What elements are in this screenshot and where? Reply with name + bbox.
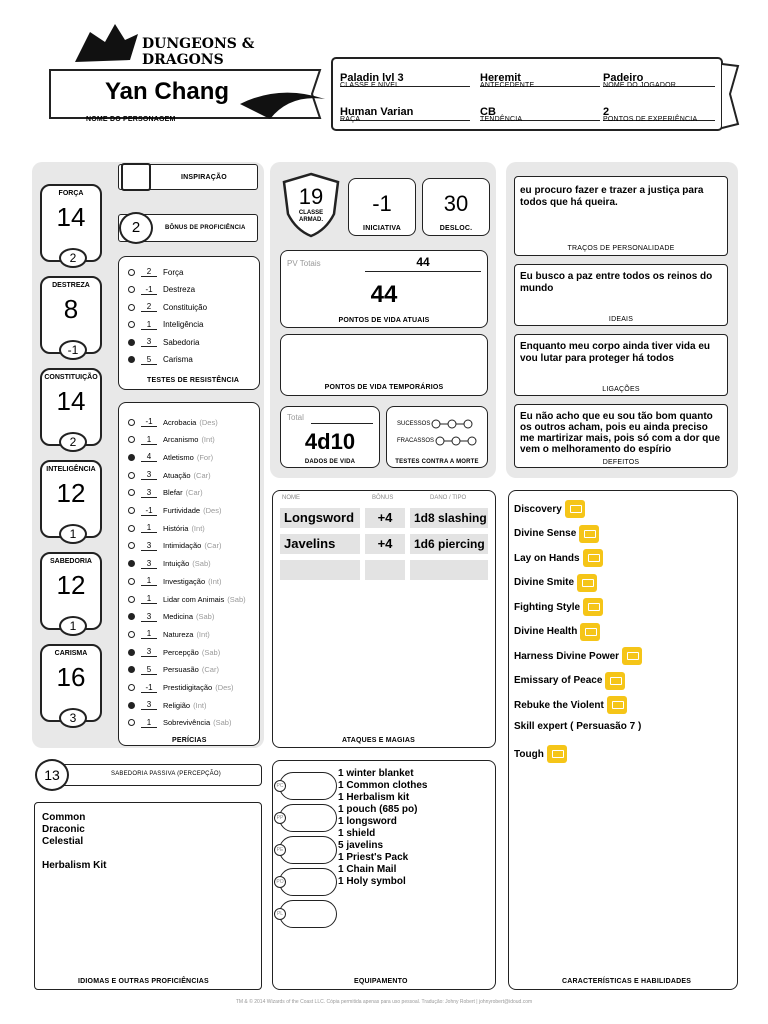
skill-row[interactable] (128, 487, 203, 499)
proficiency-box (118, 214, 258, 242)
skill-value[interactable]: 1 (141, 435, 157, 445)
proficiency-dot[interactable] (128, 507, 135, 514)
comment-icon[interactable] (583, 598, 603, 616)
skill-row[interactable] (128, 540, 221, 552)
flaws-text: Eu não acho que eu sou tão bom quanto os outros acham, pois eu ainda preciso me martirizar mais, pois só com a dor que vem o melhoramento do espírio (520, 411, 721, 455)
feature-name: Lay on Hands (514, 552, 580, 564)
equipment-label: EQUIPAMENTO (354, 978, 408, 985)
attack-damage[interactable]: 1d6 piercing (410, 534, 488, 554)
race[interactable]: Human Varian (340, 106, 414, 118)
feature-item (514, 647, 642, 665)
skill-value[interactable]: 3 (141, 647, 157, 657)
saving-throw-name: Inteligência (163, 320, 204, 329)
feature-name: Rebuke the Violent (514, 699, 604, 711)
proficiency-dot[interactable] (128, 613, 135, 620)
inspiration-label: INSPIRAÇÃO (181, 174, 227, 181)
proficiency-dot[interactable] (128, 666, 135, 673)
skill-attribute: (Sab) (227, 594, 246, 604)
bonds-label: LIGAÇÕES (602, 386, 640, 393)
proficiency-dot[interactable] (128, 419, 135, 426)
feature-item (514, 500, 585, 518)
proficiency-dot[interactable] (128, 339, 135, 346)
name-scroll (40, 64, 330, 124)
saving-throw-value[interactable]: 1 (141, 320, 157, 330)
feature-name: Harness Divine Power (514, 650, 620, 662)
attack-name[interactable]: Javelins (280, 534, 360, 554)
language-line: Common (42, 812, 86, 823)
skill-row[interactable] (128, 699, 206, 711)
skill-name: Lidar com Animais (163, 594, 225, 604)
saving-throw-row[interactable] (128, 354, 193, 366)
equipment-item: 1 longsword (338, 816, 397, 827)
coin-po[interactable] (276, 868, 337, 896)
skill-attribute: (Int) (201, 435, 215, 445)
skill-name: Blefar (163, 488, 183, 498)
equipment-item: 1 Herbalism kit (338, 792, 410, 803)
skill-value[interactable]: 3 (141, 700, 157, 710)
skill-attribute: (Sab) (201, 647, 221, 657)
ideals-label: IDEAIS (608, 316, 634, 323)
personality-box[interactable] (514, 176, 728, 256)
skill-attribute: (Car) (185, 488, 203, 498)
logo-text: DUNGEONS & DRAGONS (142, 36, 255, 68)
proficiency-dot[interactable] (128, 472, 135, 479)
saving-throw-value[interactable]: 2 (141, 267, 157, 277)
skill-value[interactable]: -1 (141, 683, 157, 693)
hit-points-box (280, 250, 488, 328)
passive-perception-value[interactable]: 13 (35, 759, 69, 791)
skill-name: Atuação (163, 470, 191, 480)
bonds-text: Enquanto meu corpo ainda tiver vida eu vou lutar para proteger há todos (520, 341, 711, 364)
feature-item (514, 549, 603, 567)
skill-attribute: (Int) (193, 700, 207, 710)
skill-row[interactable] (128, 451, 213, 463)
proficiency-dot[interactable] (128, 525, 135, 532)
comment-icon[interactable] (579, 525, 599, 543)
coin-label: PE (274, 844, 286, 856)
feature-item (514, 598, 603, 616)
attack-row-empty[interactable] (280, 560, 360, 580)
proficiency-dot[interactable] (128, 702, 135, 709)
skill-name: Percepção (163, 647, 199, 657)
coin-label: PC (274, 780, 286, 792)
skill-name: Intuição (163, 559, 190, 569)
skill-name: Atletismo (163, 452, 194, 462)
experience-label: PONTOS DE EXPERIÊNCIA (603, 116, 698, 123)
hp-total-value[interactable]: 44 (416, 255, 430, 269)
saving-throw-row[interactable] (128, 266, 183, 278)
feature-item (514, 745, 567, 763)
personality-label: TRAÇOS DE PERSONALIDADE (567, 245, 675, 252)
skill-value[interactable]: 3 (141, 541, 157, 551)
death-saves-label: TESTES CONTRA A MORTE (395, 459, 479, 465)
skill-row[interactable] (128, 558, 211, 570)
skill-value[interactable]: 1 (141, 718, 157, 728)
proficiency-dot[interactable] (128, 454, 135, 461)
feature-item (514, 721, 641, 732)
initiative-label: INICIATIVA (363, 225, 401, 232)
skill-value[interactable]: 1 (141, 629, 157, 639)
background[interactable]: Heremit (480, 72, 521, 84)
saving-throw-value[interactable]: 2 (141, 302, 157, 312)
skill-row[interactable] (128, 611, 214, 623)
ability-score[interactable]: 12 (56, 478, 86, 508)
skill-value[interactable]: 3 (141, 488, 157, 498)
hit-dice-total-label: Total (287, 413, 304, 422)
skill-value[interactable]: 3 (141, 559, 157, 569)
feature-name: Divine Smite (514, 577, 575, 588)
proficiency-dot[interactable] (128, 631, 135, 638)
armor-class-label: CLASSE ARMAD. (298, 210, 324, 223)
ability-modifier[interactable]: 3 (59, 708, 87, 728)
hit-dice-value[interactable]: 4d10 (304, 429, 356, 454)
ability-2 (40, 368, 102, 449)
skill-value[interactable]: -1 (141, 417, 157, 427)
comment-icon[interactable] (583, 549, 603, 567)
passive-perception-label: SABEDORIA PASSIVA (PERCEPÇÃO) (111, 771, 221, 777)
flaws-box[interactable] (514, 404, 728, 468)
skill-row[interactable] (128, 664, 219, 676)
skill-value[interactable]: 4 (141, 452, 157, 462)
skill-value[interactable]: -1 (141, 506, 157, 516)
speed-box (422, 178, 490, 236)
skill-name: Persuasão (163, 665, 199, 675)
bonds-box[interactable] (514, 334, 728, 396)
skill-attribute: (Car) (201, 665, 219, 675)
ability-modifier[interactable]: 1 (59, 524, 87, 544)
saving-throw-value[interactable]: -1 (141, 285, 157, 295)
ability-label: CONSTITUIÇÃO (44, 374, 98, 381)
personality-text: eu procuro fazer e trazer a justiça para todos que há queira. (520, 185, 704, 208)
feature-name: Skill expert ( Persuasão 7 ) (514, 720, 642, 732)
ability-score[interactable]: 14 (56, 386, 86, 416)
skill-row[interactable] (128, 682, 234, 694)
hit-dice-label: DADOS DE VIDA (304, 459, 356, 465)
skill-row[interactable] (128, 593, 246, 605)
equipment-item: 1 Common clothes (338, 780, 428, 791)
coin-pe[interactable] (276, 836, 337, 864)
feature-item (514, 623, 600, 641)
language-line: Draconic (42, 824, 85, 835)
skill-value[interactable]: 3 (141, 470, 157, 480)
attack-bonus-empty[interactable] (365, 560, 405, 580)
attacks-label: ATAQUES E MAGIAS (342, 737, 415, 744)
ability-5 (40, 644, 102, 725)
saving-throw-row[interactable] (128, 301, 207, 313)
proficiency-value[interactable]: 2 (119, 212, 153, 244)
skill-name: Religião (163, 700, 191, 710)
hp-current-value[interactable]: 44 (370, 281, 398, 308)
skill-attribute: (Int) (191, 523, 205, 533)
ability-modifier[interactable]: 1 (59, 616, 87, 636)
attack-damage[interactable]: 1d8 slashing (410, 508, 488, 528)
flaws-label: DEFEITOS (602, 459, 640, 466)
proficiency-dot[interactable] (128, 649, 135, 656)
feature-item (514, 525, 599, 543)
feature-name: Divine Health (514, 626, 578, 637)
skill-row[interactable] (128, 717, 231, 729)
coin-pc[interactable] (276, 772, 337, 800)
equipment-item: 1 Chain Mail (338, 864, 397, 875)
feature-name: Discovery (514, 503, 562, 515)
armor-class-value[interactable]: 19 (298, 184, 324, 209)
saving-throw-name: Sabedoria (163, 337, 200, 347)
attack-bonus[interactable]: +4 (365, 508, 405, 528)
hp-current-label: PONTOS DE VIDA ATUAIS (338, 317, 430, 324)
comment-icon[interactable] (547, 745, 567, 763)
coin-label: PP (274, 812, 286, 824)
feature-name: Emissary of Peace (514, 675, 603, 686)
alignment[interactable]: CB (480, 106, 496, 118)
feature-name: Tough (514, 748, 544, 760)
equipment-item: 5 javelins (338, 840, 384, 851)
failure-checkboxes[interactable] (434, 436, 478, 446)
saving-throw-value[interactable]: 3 (141, 337, 157, 347)
skill-name: Investigação (163, 576, 206, 586)
saving-throw-row[interactable] (128, 284, 195, 296)
proficiency-dot[interactable] (128, 269, 135, 276)
attacks-col-damage: DANO / TIPO (430, 495, 467, 501)
saving-throw-name: Carisma (163, 355, 193, 364)
ability-1 (40, 276, 102, 357)
comment-icon[interactable] (577, 574, 597, 592)
skill-name: Medicina (163, 612, 194, 622)
skill-value[interactable]: 3 (141, 612, 157, 622)
equipment-item: 1 Holy symbol (338, 876, 406, 887)
skills-title: PERÍCIAS (172, 737, 207, 744)
equipment-item: 1 winter blanket (338, 768, 414, 779)
skill-attribute: (Int) (196, 629, 210, 639)
ability-score[interactable]: 16 (56, 662, 86, 692)
proficiency-dot[interactable] (128, 578, 135, 585)
proficiency-dot[interactable] (128, 596, 135, 603)
attack-damage-empty[interactable] (410, 560, 488, 580)
skill-name: Arcanismo (163, 435, 199, 445)
player-name-label: NOME DO JOGADOR (603, 82, 677, 89)
proficiency-dot[interactable] (128, 560, 135, 567)
saving-throw-name: Destreza (163, 285, 196, 294)
ability-label: DESTREZA (52, 282, 90, 289)
temp-hp-box[interactable] (280, 334, 488, 396)
features-label: CARACTERÍSTICAS E HABILIDADES (562, 978, 692, 985)
comment-icon[interactable] (622, 647, 642, 665)
proficiency-dot[interactable] (128, 304, 135, 311)
attack-bonus[interactable]: +4 (365, 534, 405, 554)
skill-attribute: (For) (196, 452, 214, 462)
proficiency-dot[interactable] (128, 286, 135, 293)
logo (70, 22, 330, 68)
ideals-text: Eu busco a paz entre todos os reinos do mundo (520, 271, 713, 294)
skill-row[interactable] (128, 522, 205, 534)
attack-name[interactable]: Longsword (280, 508, 360, 528)
armor-class-shield (282, 172, 340, 238)
proficiency-dot[interactable] (128, 489, 135, 496)
footer-copyright: TM & © 2014 Wizards of the Coast LLC. Cópia permitida apenas para uso pessoal. Tradução: Johny Robert | johnyrobert@idoud.com (235, 999, 533, 1005)
initiative-box (348, 178, 416, 236)
proficiency-dot[interactable] (128, 684, 135, 691)
skill-attribute: (Sab) (213, 718, 232, 728)
skill-attribute: (Des) (215, 683, 234, 692)
attacks-box (272, 490, 496, 748)
ability-modifier[interactable]: -1 (59, 340, 87, 360)
language-line (42, 848, 106, 860)
ability-label: CARISMA (54, 650, 88, 657)
saving-throws-title: TESTES DE RESISTÊNCIA (147, 377, 240, 384)
attacks-col-name: NOME (282, 495, 300, 501)
ability-3 (40, 460, 102, 541)
ability-modifier[interactable]: 2 (59, 248, 87, 268)
failures-label: FRACASSOS (397, 438, 435, 444)
proficiency-dot[interactable] (128, 321, 135, 328)
comment-icon[interactable] (565, 500, 585, 518)
skill-row[interactable] (128, 416, 218, 428)
ability-label: FORÇA (58, 190, 84, 197)
skill-attribute: (Sab) (196, 612, 215, 622)
proficiency-label: BÔNUS DE PROFICIÊNCIA (165, 225, 246, 231)
feature-item (514, 696, 627, 714)
ability-modifier[interactable]: 2 (59, 432, 87, 452)
ideals-box[interactable] (514, 264, 728, 326)
ability-label: SABEDORIA (49, 558, 92, 565)
skill-row[interactable] (128, 505, 221, 517)
speed-value[interactable]: 30 (443, 191, 469, 216)
language-line: Celestial (42, 836, 84, 847)
feature-name: Divine Sense (514, 528, 577, 539)
saving-throw-row[interactable] (128, 336, 199, 348)
character-name[interactable]: Yan Chang (105, 78, 230, 105)
skill-attribute: (Int) (208, 576, 222, 586)
equipment-item: 1 shield (338, 828, 376, 839)
equipment-item: 1 Priest's Pack (338, 852, 409, 863)
skill-attribute: (Sab) (192, 559, 211, 569)
class-level[interactable]: Paladin lvl 3 (340, 72, 404, 84)
equipment-item: 1 pouch (685 po) (338, 804, 418, 815)
skill-row[interactable] (128, 575, 221, 587)
saving-throw-name: Força (163, 267, 184, 277)
race-label: RAÇA (340, 116, 361, 123)
skill-attribute: (Des) (199, 417, 218, 427)
ability-score[interactable]: 8 (63, 294, 79, 324)
inspiration-box[interactable] (118, 164, 258, 190)
player-name[interactable]: Padeiro (603, 72, 644, 84)
skill-row[interactable] (128, 646, 220, 658)
successes-label: SUCESSOS (397, 421, 431, 427)
ability-label: INTELIGÊNCIA (46, 466, 96, 473)
character-name-label: NOME DO PERSONAGEM (86, 116, 176, 123)
dragon-icon (70, 22, 140, 64)
coin-pl[interactable] (276, 900, 337, 928)
proficiency-dot[interactable] (128, 436, 135, 443)
attacks-col-bonus: BÔNUS (372, 495, 394, 501)
skill-row[interactable] (128, 628, 210, 640)
skill-name: História (163, 523, 189, 533)
languages-label: IDIOMAS E OUTRAS PROFICIÊNCIAS (78, 978, 209, 985)
skill-row[interactable] (128, 469, 211, 481)
comment-icon[interactable] (607, 696, 627, 714)
skill-value[interactable]: 1 (141, 594, 157, 604)
skill-name: Sobrevivência (163, 718, 211, 728)
language-line: Herbalism Kit (42, 860, 107, 871)
proficiency-dot[interactable] (128, 356, 135, 363)
hp-total-label: PV Totais (287, 259, 321, 268)
alignment-label: TENDÊNCIA (480, 116, 523, 123)
hp-total (365, 253, 481, 272)
ability-score[interactable]: 14 (56, 202, 86, 232)
skill-name: Furtividade (163, 506, 201, 515)
coin-label: PL (274, 908, 286, 920)
skill-name: Intimidação (163, 541, 202, 551)
ability-0 (40, 184, 102, 265)
feature-item (514, 672, 625, 690)
feature-item (514, 574, 597, 592)
skill-value[interactable]: 5 (141, 665, 157, 675)
skill-name: Natureza (163, 629, 194, 639)
initiative-value[interactable]: -1 (372, 191, 392, 216)
ability-score[interactable]: 12 (56, 570, 86, 600)
coin-label: PO (274, 876, 286, 888)
class-level-label: CLASSE E NÍVEL (340, 82, 400, 89)
death-saves-box (386, 406, 488, 468)
skill-attribute: (Des) (203, 506, 222, 515)
experience-points[interactable]: 2 (603, 106, 610, 118)
proficiency-dot[interactable] (128, 719, 135, 726)
comment-icon[interactable] (580, 623, 600, 641)
skill-attribute: (Car) (204, 541, 222, 551)
skill-name: Prestidigitação (163, 683, 213, 692)
ability-4 (40, 552, 102, 633)
saving-throw-value[interactable]: 5 (141, 355, 157, 365)
skill-row[interactable] (128, 434, 215, 446)
skill-value[interactable]: 1 (141, 523, 157, 533)
skill-name: Acrobacia (163, 417, 197, 427)
speed-label: DESLOC. (439, 225, 473, 232)
background-label: ANTECEDENTE (480, 82, 535, 89)
hit-dice-box (280, 406, 380, 468)
passive-perception-box (40, 764, 262, 786)
success-checkboxes[interactable] (430, 419, 474, 429)
comment-icon[interactable] (605, 672, 625, 690)
saving-throw-row[interactable] (128, 319, 203, 331)
saving-throw-name: Constituição (163, 302, 208, 312)
proficiency-dot[interactable] (128, 542, 135, 549)
skill-attribute: (Car) (193, 470, 211, 480)
temp-hp-label: PONTOS DE VIDA TEMPORÁRIOS (324, 384, 444, 391)
feature-name: Fighting Style (514, 601, 581, 613)
skill-value[interactable]: 1 (141, 576, 157, 586)
coin-pp[interactable] (276, 804, 337, 832)
